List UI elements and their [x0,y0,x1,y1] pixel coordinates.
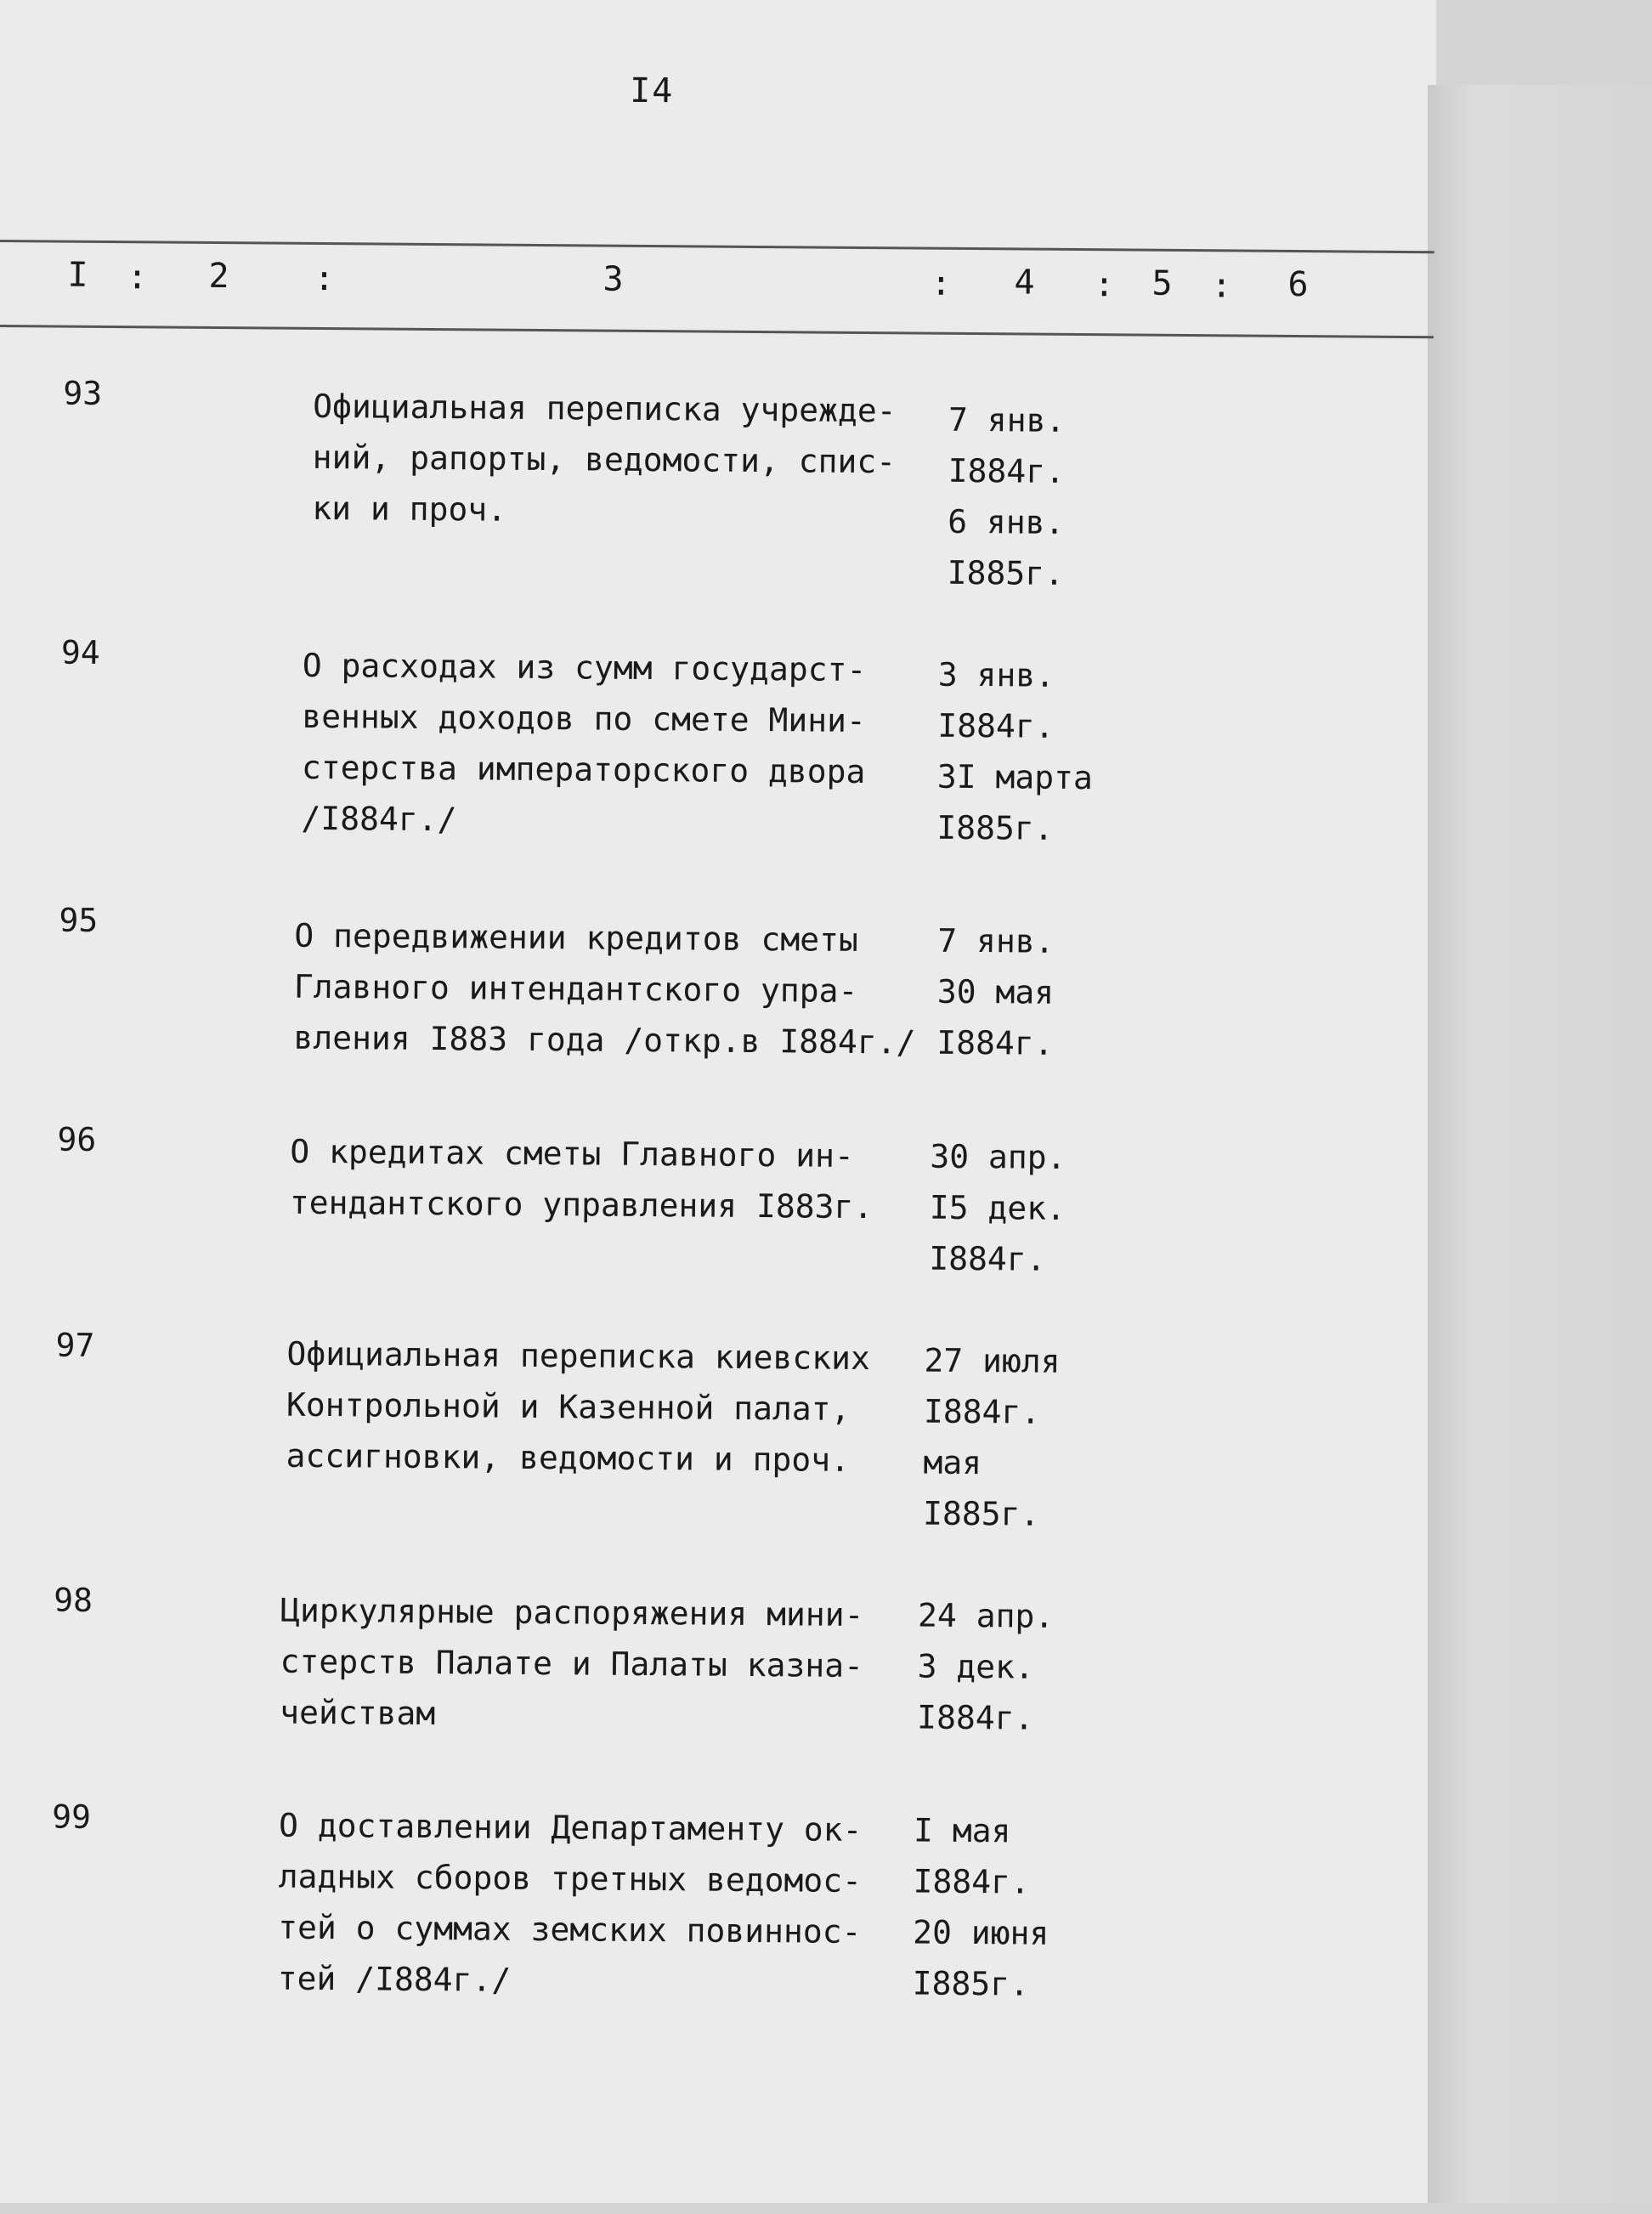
column-header-2: 2 [208,256,229,297]
date-line: I884г. [948,451,1066,490]
column-header-4: 4 [1014,263,1035,303]
description-line: Контрольной и Казенной палат, [286,1385,851,1428]
date-line: 24 апр. [917,1596,1055,1635]
column-header-3: 3 [603,259,624,299]
record-dates [923,1335,1146,1541]
record-dates [936,649,1159,855]
record-description [277,1800,925,2009]
description-line: О кредитах сметы Главного ин- [290,1132,854,1175]
record-description [301,640,948,849]
description-line: Официальная переписка учрежде- [313,387,897,430]
description-line: /I884г./ [301,799,457,839]
record-dates [948,394,1170,600]
description-line: ки и проч. [312,489,507,529]
date-line: I884г. [929,1239,1046,1278]
record-number: 99 [52,1798,92,1836]
date-line: I884г. [936,1023,1054,1062]
description-line: ассигновки, ведомости и проч. [286,1436,851,1479]
record-dates [912,1805,1134,2011]
column-separator: : [1094,265,1115,305]
record-number: 98 [54,1581,93,1619]
date-line: I мая [913,1811,1011,1850]
description-line: чействам [280,1693,436,1733]
column-header-1: I [67,255,88,295]
record-description [290,1126,936,1233]
column-header-5: 5 [1151,263,1173,303]
record-number: 94 [60,633,100,671]
date-line: I5 дек. [929,1188,1066,1227]
description-line: тей /I884г./ [277,1959,512,1999]
date-line: I885г. [936,808,1054,847]
date-line: 6 янв. [948,502,1065,541]
description-line: ладных сборов третных ведомос- [278,1857,863,1900]
page-number: I4 [630,71,675,111]
description-line: стерства императорского двора [301,748,866,791]
description-line: вления I883 года /откр.в I884г./ [293,1018,916,1062]
record-description [312,381,959,539]
description-line: Официальная переписка киевских [286,1334,870,1378]
date-line: 7 янв. [948,400,1066,439]
header-rule-bottom [0,325,1434,338]
record-number: 93 [63,374,103,412]
date-line: I884г. [923,1392,1041,1431]
description-line: тендантского управления I883г. [289,1183,874,1226]
date-line: I884г. [913,1862,1031,1901]
record-dates [917,1590,1139,1745]
date-line: 30 апр. [930,1137,1066,1176]
record-dates [929,1131,1151,1286]
column-separator: : [314,258,335,299]
column-separator: : [1211,266,1232,306]
record-number: 96 [57,1120,97,1158]
date-line: 3I марта [936,757,1094,797]
column-separator: : [127,258,148,297]
page-edge-shadow [1428,85,1652,2203]
date-line: 20 июня [913,1913,1049,1952]
record-number: 95 [59,901,99,939]
date-line: 3 янв. [937,655,1055,694]
date-line: 7 янв. [937,921,1055,960]
header-rule-top [0,240,1434,253]
date-line: I884г. [937,706,1055,745]
date-line: I885г. [922,1494,1040,1533]
record-dates [936,915,1158,1070]
date-line: I885г. [947,553,1065,592]
date-line: 30 мая [936,972,1055,1011]
record-number: 97 [55,1326,95,1364]
description-line: тей о суммах земских повиннос- [278,1908,862,1951]
description-line: Главного интендантского упра- [293,967,858,1010]
description-line: ний, рапорты, ведомости, спис- [312,438,897,481]
date-line: 3 дек. [917,1647,1035,1686]
description-line: О передвижении кредитов сметы [294,916,858,959]
date-line: мая [923,1443,982,1482]
record-description [293,910,940,1068]
record-description [280,1585,926,1743]
description-line: О доставлении Департаменту ок- [278,1806,863,1849]
record-description [286,1328,932,1486]
date-line: I885г. [912,1964,1030,2003]
column-header-6: 6 [1287,264,1309,305]
column-separator: : [931,263,952,303]
description-line: Циркулярные распоряжения мини- [280,1591,864,1634]
description-line: стерств Палате и Палаты казна- [280,1642,864,1685]
date-line: I884г. [916,1698,1034,1737]
date-line: 27 июля [924,1341,1061,1380]
description-line: венных доходов по смете Мини- [302,697,867,740]
description-line: О расходах из сумм государст- [302,646,867,689]
